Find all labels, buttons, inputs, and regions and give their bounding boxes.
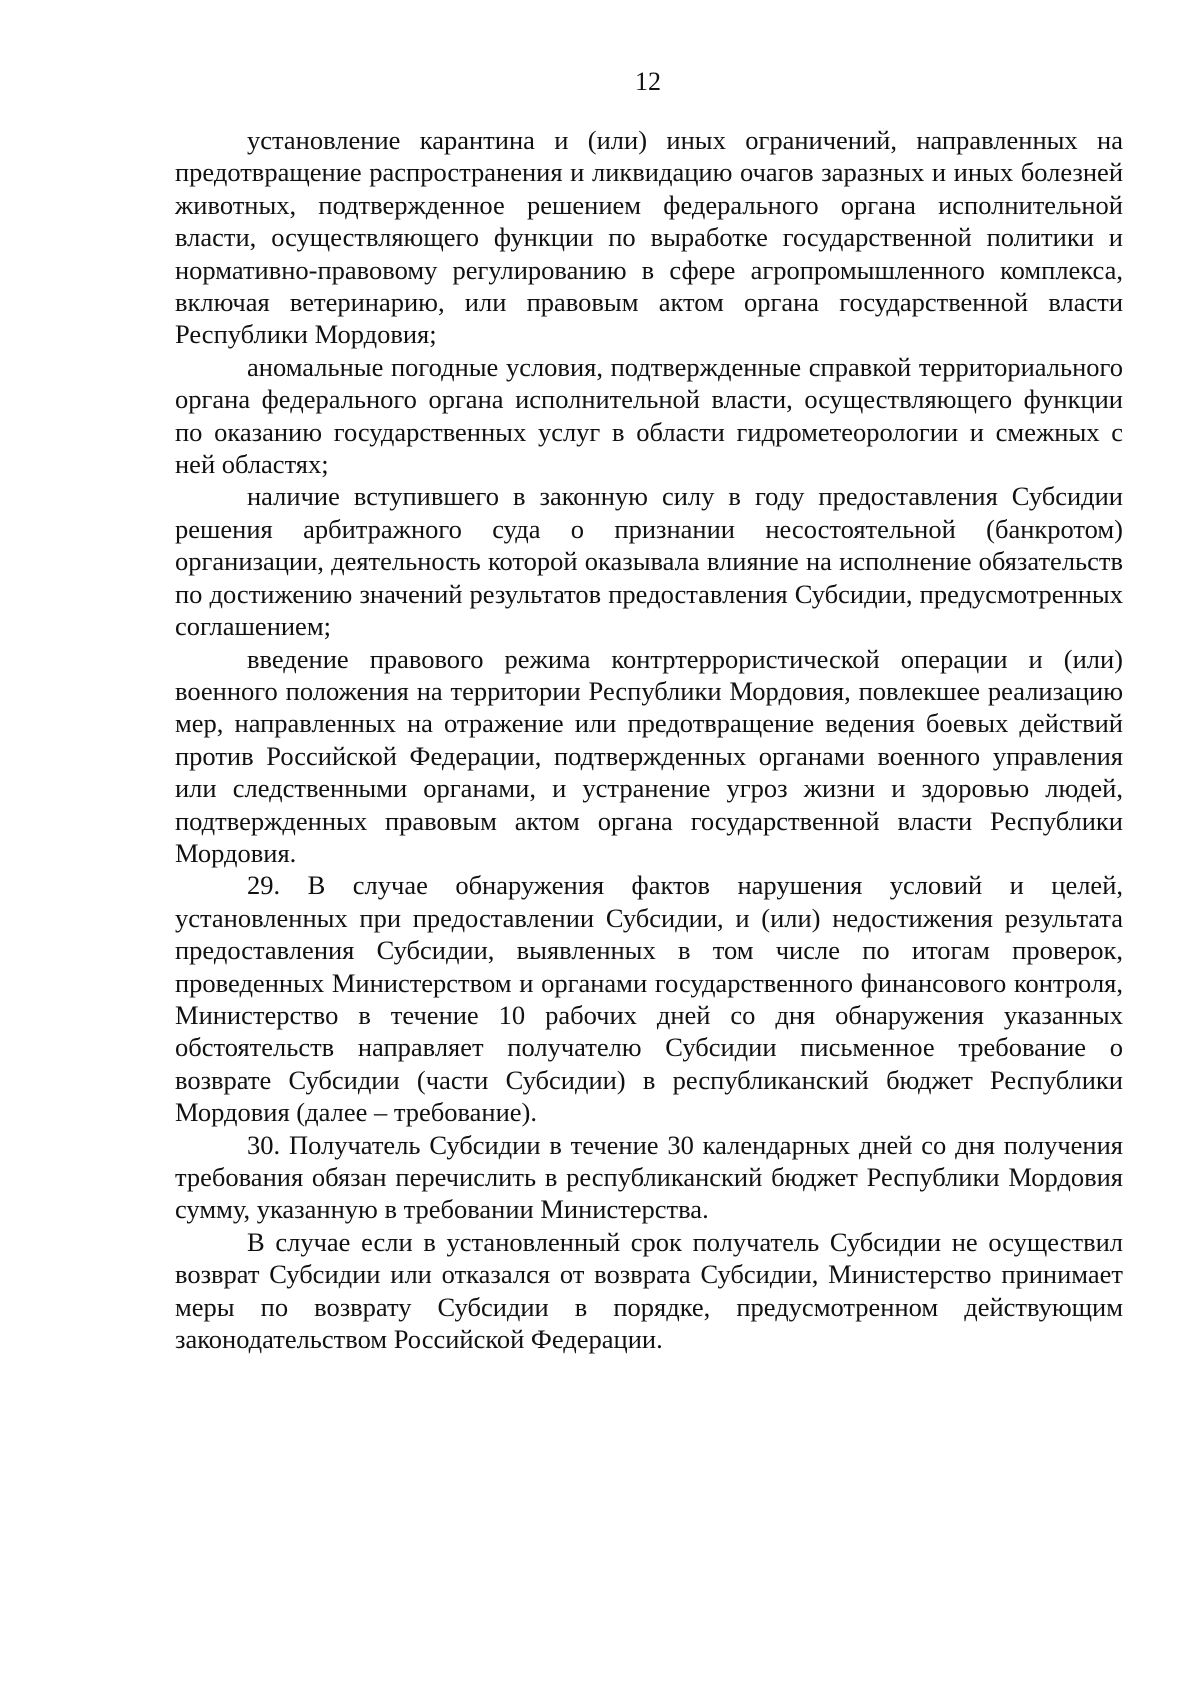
paragraph-quarantine: установление карантина и (или) иных ограничений, направленных на предотвращение распространения и ликвидацию очагов заразных и иных болезней животных, подтвержденное решением федерального органа исполнительной власти, осуществляющего функции по выработке государственной политики и нормативно-правовому регулированию в сфере агропромышленного комплекса, включая ветеринарию, или правовым актом органа государственной власти Республики Мордовия; xyxy=(175,125,1123,350)
page-number: 12 xyxy=(635,67,661,96)
document-body xyxy=(175,124,1123,1355)
paragraph-counter-terrorism: введение правового режима контртеррористической операции и (или) военного положения на территории Республики Мордовия, повлекшее реализацию мер, направленных на отражение или предотвращение ведения боевых действий против Российской Федерации, подтвержденных органами военного управления или следственными органами, и устранение угроз жизни и здоровью людей, подтвержденных правовым актом органа государственной власти Республики Мордовия. xyxy=(175,643,1123,868)
paragraph-30: 30. Получатель Субсидии в течение 30 календарных дней со дня получения требования обязан перечислить в республиканский бюджет Республики Мордовия сумму, указанную в требовании Министерства. xyxy=(175,1129,1123,1225)
paragraph-29: 29. В случае обнаружения фактов нарушения условий и целей, установленных при предоставлении Субсидии, и (или) недостижения результата предоставления Субсидии, выявленных в том числе по итогам проверок, проведенных Министерством и органами государственного финансового контроля, Министерство в течение 10 рабочих дней со дня обнаружения указанных обстоятельств направляет получателю Субсидии письменное требование о возврате Субсидии (части Субсидии) в республиканский бюджет Республики Мордовия (далее – требование). xyxy=(175,870,1123,1128)
paragraph-weather: аномальные погодные условия, подтвержденные справкой территориального органа федерального органа исполнительной власти, осуществляющего функции по оказанию государственных услуг в области гидрометеорологии и смежных с ней областях; xyxy=(175,351,1123,480)
paragraph-bankruptcy: наличие вступившего в законную силу в году предоставления Субсидии решения арбитражного суда о признании несостоятельной (банкротом) организации, деятельность которой оказывала влияние на исполнение обязательств по достижению значений результатов предоставления Субсидии, предусмотренных соглашением; xyxy=(175,481,1123,642)
paragraph-return-measures: В случае если в установленный срок получатель Субсидии не осуществил возврат Субсидии или отказался от возврата Субсидии, Министерство принимает меры по возврату Субсидии в порядке, предусмотренном действующим законодательством Российской Федерации. xyxy=(175,1226,1123,1355)
